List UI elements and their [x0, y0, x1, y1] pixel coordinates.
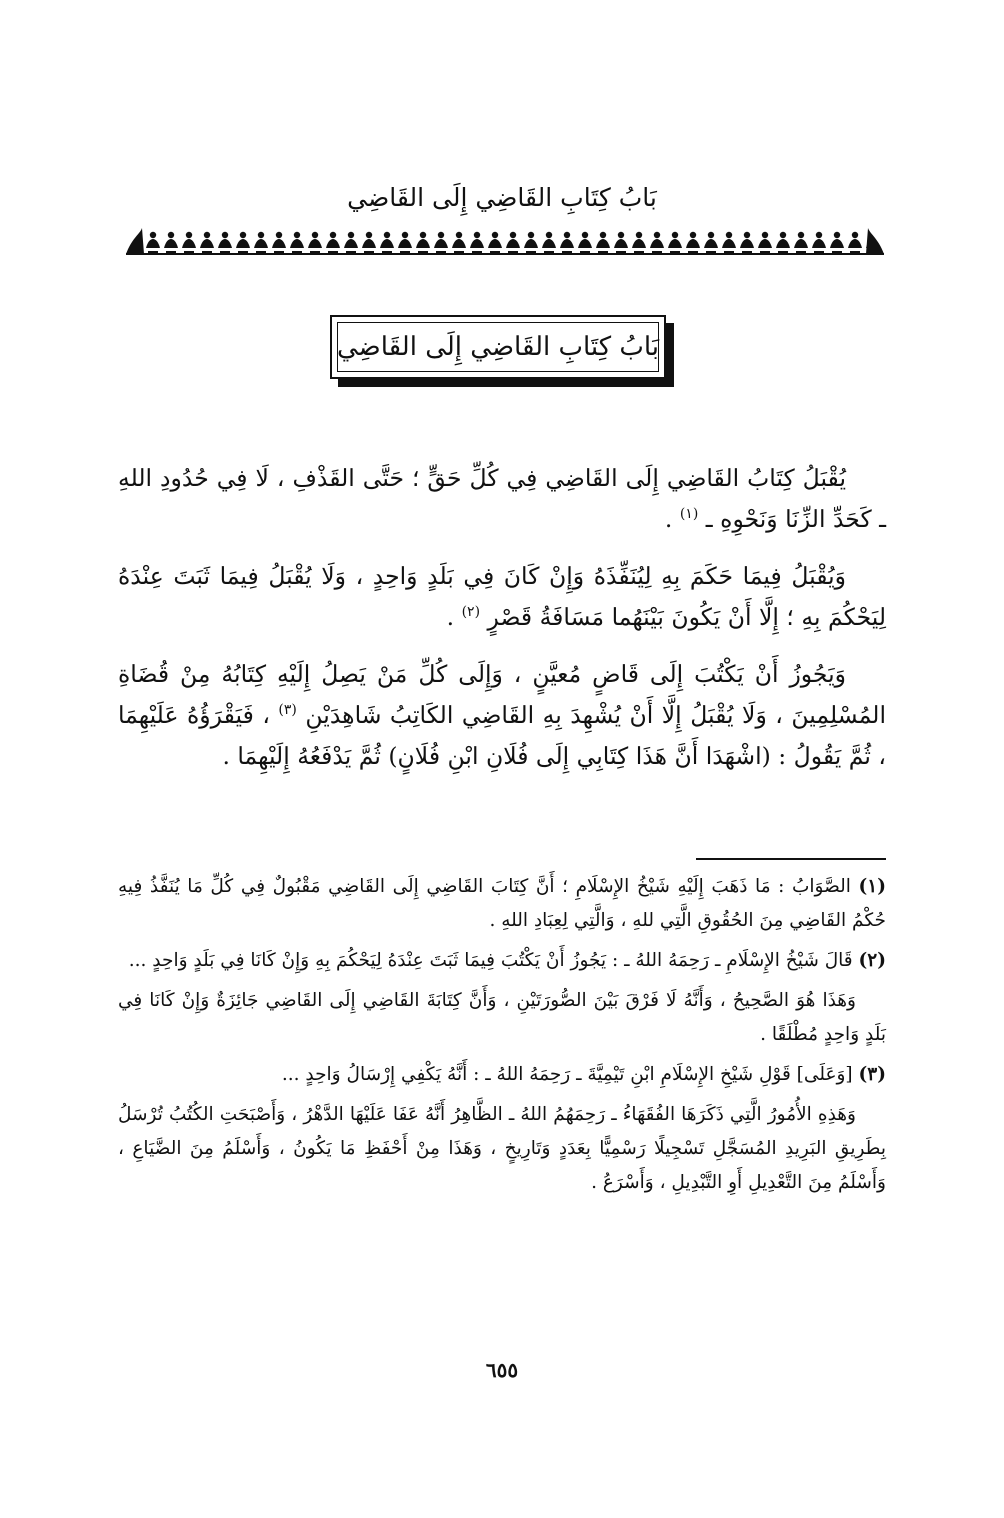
- footnotes: [118, 870, 886, 1206]
- main-text: [118, 458, 886, 793]
- footnote-ref[interactable]: (٣): [278, 702, 297, 719]
- footnote: (١) الصَّوَابُ : مَا ذَهَبَ إِلَيْهِ شَيْخُ الإِسْلَامِ ؛ أَنَّ كِتَابَ القَاضِي إِلَى القَاضِي مَقْبُولٌ فِي كُلِّ مَا يُنَفَّذُ فِيهِ حُكْمُ القَاضِي مِنَ الحُقُوقِ الَّتِي للهِ ، وَالَّتِي لِعِبَادِ اللهِ .: [118, 876, 886, 931]
- footnote-separator: [696, 858, 886, 860]
- ornament-border: [126, 226, 884, 256]
- footnote-number: (٣): [858, 1064, 886, 1085]
- chapter-title: بَابُ كِتَابِ القَاضِي إِلَى القَاضِي: [336, 332, 660, 362]
- chapter-title-box: [330, 315, 666, 379]
- paragraph: وَيَجُوزُ أَنْ يَكْتُبَ إِلَى قَاضٍ مُعيَّنٍ ، وَإِلَى كُلِّ مَنْ يَصِلُ إِلَيْهِ كِتَابُهُ مِنْ قُضَاةِ المُسْلِمِينَ ، وَلَا يُقْبَلُ إِلَّا أَنْ يُشْهِدَ بِهِ القَاضِي الكَاتِبُ شَاهِدَيْنِ $^{(٣)}$ ، فَيَقْرَؤُهُ عَلَيْهِمَا ، ثُمَّ يَقُولُ : (اشْهَدَا أَنَّ هَذَا كِتَابِي إِلَى فُلَانِ ابْنِ فُلَانٍ) ثُمَّ يَدْفَعُهُ إِلَيْهِمَا .: [118, 660, 886, 770]
- footnote-continuation: وَهَذِهِ الأُمُورُ الَّتِي ذَكَرَهَا الفُقَهَاءُ ـ رَحِمَهُمُ اللهُ ـ الظَّاهِرُ أَنَّهُ عَفَا عَلَيْهَا الدَّهْرُ ، وَأَصْبَحَتِ الكُتُبُ تُرْسَلُ بِطَرِيقِ البَرِيدِ المُسَجَّلِ تَسْجِيلًا رَسْمِيًّا بِعَدَدٍ وَتَارِيخٍ ، وَهَذَا مِنْ أَحْفَظِ مَا يَكُونُ ، وَأَسْلَمُ مِنَ الضَّيَاعِ ، وَأَسْلَمُ مِنَ التَّعْدِيلِ أَوِ التَّبْدِيلِ ، وَأَسْرَعُ .: [118, 1104, 886, 1193]
- footnote-number: (١): [858, 876, 886, 897]
- page-number: ٦٥٥: [485, 1358, 519, 1382]
- running-header: بَابُ كِتَابِ القَاضِي إِلَى القَاضِي: [347, 183, 657, 212]
- footnote-ref[interactable]: (٢): [461, 604, 481, 621]
- paragraph: وَيُقْبَلُ فِيمَا حَكَمَ بِهِ لِيُنَفِّذَهُ وَإِنْ كَانَ فِي بَلَدٍ وَاحِدٍ ، وَلَا يُقْبَلُ فِيمَا ثَبَتَ عِنْدَهُ لِيَحْكُمَ بِهِ ؛ إِلَّا أَنْ يَكُونَ بَيْنَهُما مَسَافَةُ قَصْرٍ $^{(٢)}$ .: [118, 562, 886, 631]
- footnote: (٣) [وَعَلَى] قَوْلِ شَيْخِ الإِسْلَامِ ابْنِ تَيْمِيَّةَ ـ رَحِمَهُ اللهُ ـ : أَنَّهُ يَكْفِي إِرْسَالُ وَاحِدٍ ...: [281, 1064, 886, 1085]
- footnote-continuation: وَهَذَا هُوَ الصَّحِيحُ ، وَأَنَّهُ لَا فَرْقَ بَيْنَ الصُّورَتَيْنِ ، وَأَنَّ كِتَابَةَ القَاضِي إِلَى القَاضِي جَائِزَةٌ وَإِنْ كَانَا فِي بَلَدٍ وَاحِدٍ مُطْلَقًا .: [118, 990, 886, 1045]
- footnote-ref[interactable]: (١): [679, 506, 699, 523]
- paragraph: يُقْبَلُ كِتَابُ القَاضِي إِلَى القَاضِي فِي كُلِّ حَقٍّ ؛ حَتَّى القَذْفِ ، لَا فِي حُدُودِ اللهِ ـ كَحَدِّ الزِّنَا وَنَحْوِهِ ـ $^{(١)}$ .: [118, 464, 886, 533]
- footnote: (٢) قَالَ شَيْخُ الإِسْلَامِ ـ رَحِمَهُ اللهُ ـ : يَجُوزُ أَنْ يَكْتُبَ فِيمَا ثَبَتَ عِنْدَهُ لِيَحْكُمَ بِهِ وَإِنْ كَانَا فِي بَلَدٍ وَاحِدٍ ...: [128, 950, 886, 971]
- footnote-number: (٢): [858, 950, 886, 971]
